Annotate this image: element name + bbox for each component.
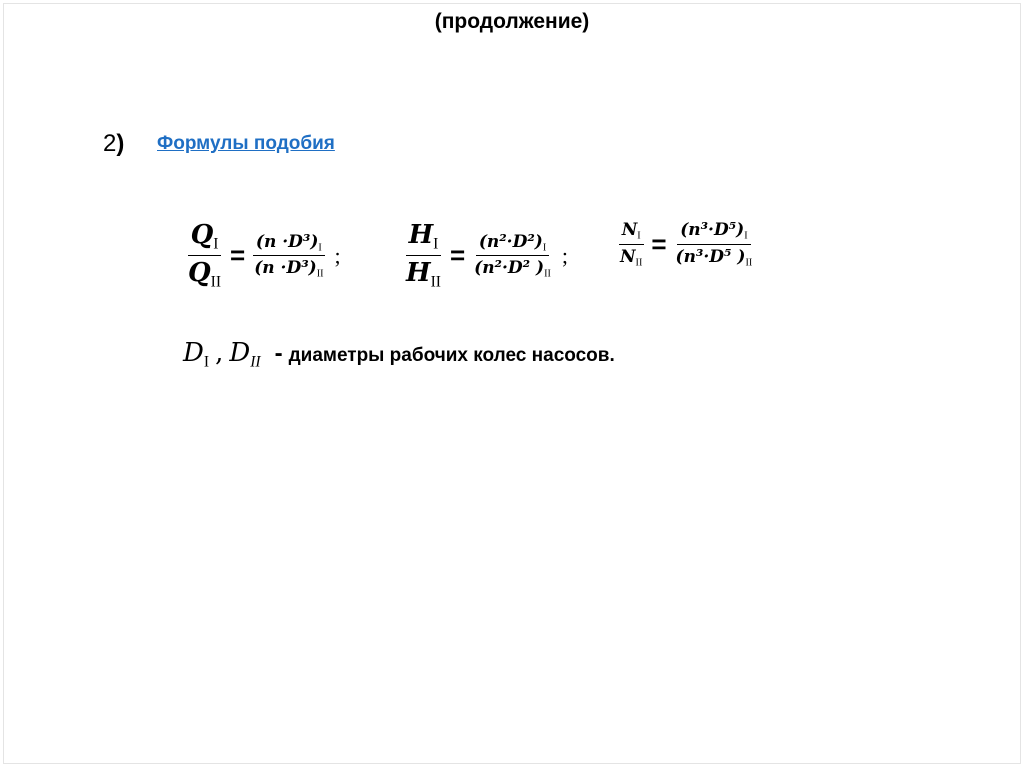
lhs-fraction: $\frac{Q_I}{Q_{II}}$ bbox=[188, 220, 222, 291]
diameter-note bbox=[183, 338, 615, 371]
slide-title: (продолжение) bbox=[434, 10, 590, 33]
section-heading: Формулы подобия bbox=[157, 133, 335, 154]
lhs-fraction: $\frac{N_I}{N_{II}}$ bbox=[620, 220, 643, 269]
equals-sign: = bbox=[651, 228, 667, 259]
formula-flow bbox=[185, 220, 341, 292]
section-number: 2) bbox=[103, 130, 125, 157]
note-text: диаметры рабочих колес насосов. bbox=[288, 345, 615, 366]
rhs-fraction: $\frac{(n^3\cdot D^5)_I}{(n^3\cdot D^5 )_{II}}$ bbox=[675, 220, 753, 269]
rhs-fraction: $\frac{(n^2\cdot D^2)_I}{(n^2\cdot D^2 )_{II}}$ bbox=[474, 231, 551, 281]
d1-variable: $D_I$ bbox=[183, 338, 210, 371]
separator: ; bbox=[561, 242, 568, 268]
rhs-fraction: $\frac{(n \cdot D^3)_I}{(n \cdot D^3)_{II}}$ bbox=[254, 231, 324, 281]
equals-sign: = bbox=[449, 240, 466, 271]
dash: - bbox=[274, 340, 283, 367]
equals-sign: = bbox=[230, 240, 246, 271]
separator: ; bbox=[334, 242, 341, 268]
slide-frame bbox=[3, 3, 1021, 764]
lhs-fraction: $\frac{H_I}{H_{II}}$ bbox=[406, 220, 441, 291]
formula-power bbox=[617, 220, 755, 268]
formula-head bbox=[403, 220, 568, 292]
d2-variable: $D_{II}$ bbox=[229, 338, 261, 371]
comma: , bbox=[215, 338, 224, 368]
